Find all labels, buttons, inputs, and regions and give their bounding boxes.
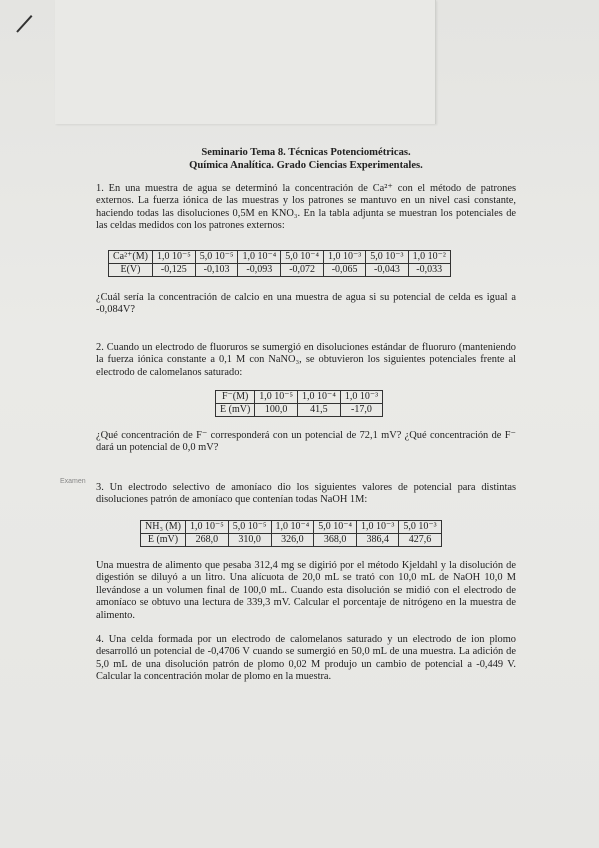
table-cell: 427,6 xyxy=(399,534,441,547)
table-cell: 41,5 xyxy=(298,404,341,417)
table-cell: 1,0 10⁻³ xyxy=(357,521,399,534)
overlapping-paper-sheet xyxy=(55,0,436,124)
row-label: Ca²⁺(M) xyxy=(109,251,153,264)
exercise-3-table xyxy=(140,520,442,547)
table-row xyxy=(141,534,442,547)
table-cell: 368,0 xyxy=(314,534,357,547)
table-cell: 1,0 10⁻³ xyxy=(324,251,366,264)
table-row xyxy=(216,404,383,417)
table-cell: 5,0 10⁻⁴ xyxy=(281,251,324,264)
table-cell: 1,0 10⁻³ xyxy=(340,391,382,404)
table-cell: 100,0 xyxy=(255,404,298,417)
exercise-4-text: 4. Una celda formada por un electrodo de calomelanos saturado y un electrodo de ion plomo desarrolló un potencial de -0,4706 V cuando se sumergió en 50,0 mL de una muestra. La adición de 5,0 mL de una disolución patrón de plomo 0,02 M produjo un cambio de potencial a -0,449 V. Calcular la concentración molar de plomo en la muestra. xyxy=(96,634,516,683)
exercise-1-table xyxy=(108,250,451,277)
table-row xyxy=(109,251,451,264)
table-cell: -0,072 xyxy=(281,264,324,277)
table-cell: 1,0 10⁻⁴ xyxy=(271,521,314,534)
exercise-3-question: Una muestra de alimento que pesaba 312,4 mg se digirió por el método Kjeldahl y la disolución de digestión se diluyó a un litro. Una alícuota de 20,0 mL se trató con 10,0 mL de NaOH 10,0 M llevándose a un volumen final de 100,0 mL. Cuando esta disolución se midió con el electrodo de amoníaco se obtuvo una lectura de 339,3 mV. Calcular el porcentaje de nitrógeno en la muestra de alimento. xyxy=(96,560,516,621)
header-line-2: Química Analítica. Grado Ciencias Experimentales. xyxy=(189,160,423,171)
table-cell: 1,0 10⁻⁴ xyxy=(298,391,341,404)
table-cell: -0,033 xyxy=(408,264,450,277)
row-label: F⁻(M) xyxy=(216,391,255,404)
table-cell: -0,103 xyxy=(195,264,238,277)
table-cell: 5,0 10⁻⁵ xyxy=(228,521,271,534)
row-label: E(V) xyxy=(109,264,153,277)
table-cell: 5,0 10⁻⁴ xyxy=(314,521,357,534)
exercise-3-text: 3. Un electrodo selectivo de amoníaco dio los siguientes valores de potencial para distintas disoluciones patrón de amoníaco que contenían todas NaOH 1M: xyxy=(96,482,516,506)
row-label: NH₃ (M) xyxy=(141,521,186,534)
table-cell: -0,125 xyxy=(152,264,195,277)
table-cell: 310,0 xyxy=(228,534,271,547)
side-note: Examen xyxy=(60,478,86,485)
table-cell: 1,0 10⁻² xyxy=(408,251,450,264)
table-cell: -17,0 xyxy=(340,404,382,417)
table-cell: 5,0 10⁻³ xyxy=(399,521,441,534)
exercise-2-table xyxy=(215,390,383,417)
table-cell: 268,0 xyxy=(185,534,228,547)
exercise-1-text: 1. En una muestra de agua se determinó la concentración de Ca²⁺ con el método de patrones externos. La fuerza iónica de las muestras y los patrones se mantuvo en un nivel casi constante, haciendo todas las disoluciones 0,5M en KNO₃. En la tabla adjunta se muestran los potenciales de las celdas medidos con los patrones externos: xyxy=(96,183,516,232)
table-cell: 326,0 xyxy=(271,534,314,547)
exercise-2-question: ¿Qué concentración de F⁻ corresponderá con un potencial de 72,1 mV? ¿Qué concentración de F⁻ dará un potencial de 0,0 mV? xyxy=(96,430,516,454)
table-row xyxy=(109,264,451,277)
table-cell: -0,043 xyxy=(366,264,408,277)
table-cell: 5,0 10⁻³ xyxy=(366,251,408,264)
table-cell: -0,093 xyxy=(238,264,281,277)
table-cell: 1,0 10⁻⁵ xyxy=(152,251,195,264)
exercise-1-question: ¿Cuál sería la concentración de calcio en una muestra de agua si su potencial de celda es igual a -0,084V? xyxy=(96,292,516,316)
header-line-1: Seminario Tema 8. Técnicas Potenciométricas. xyxy=(201,147,411,158)
table-row xyxy=(141,521,442,534)
table-row xyxy=(216,391,383,404)
table-cell: 1,0 10⁻⁵ xyxy=(185,521,228,534)
exercise-2-text: 2. Cuando un electrodo de fluoruros se sumergió en disoluciones estándar de fluoruro (manteniendo la fuerza iónica constante a 0,1 M con NaNO₃, se obtuvieron los siguientes potenciales frente al electrodo de calomelanos saturado: xyxy=(96,342,516,378)
row-label: E (mV) xyxy=(141,534,186,547)
table-cell: 1,0 10⁻⁵ xyxy=(255,391,298,404)
row-label: E (mV) xyxy=(216,404,255,417)
table-cell: -0,065 xyxy=(324,264,366,277)
table-cell: 386,4 xyxy=(357,534,399,547)
table-cell: 1,0 10⁻⁴ xyxy=(238,251,281,264)
table-cell: 5,0 10⁻⁵ xyxy=(195,251,238,264)
